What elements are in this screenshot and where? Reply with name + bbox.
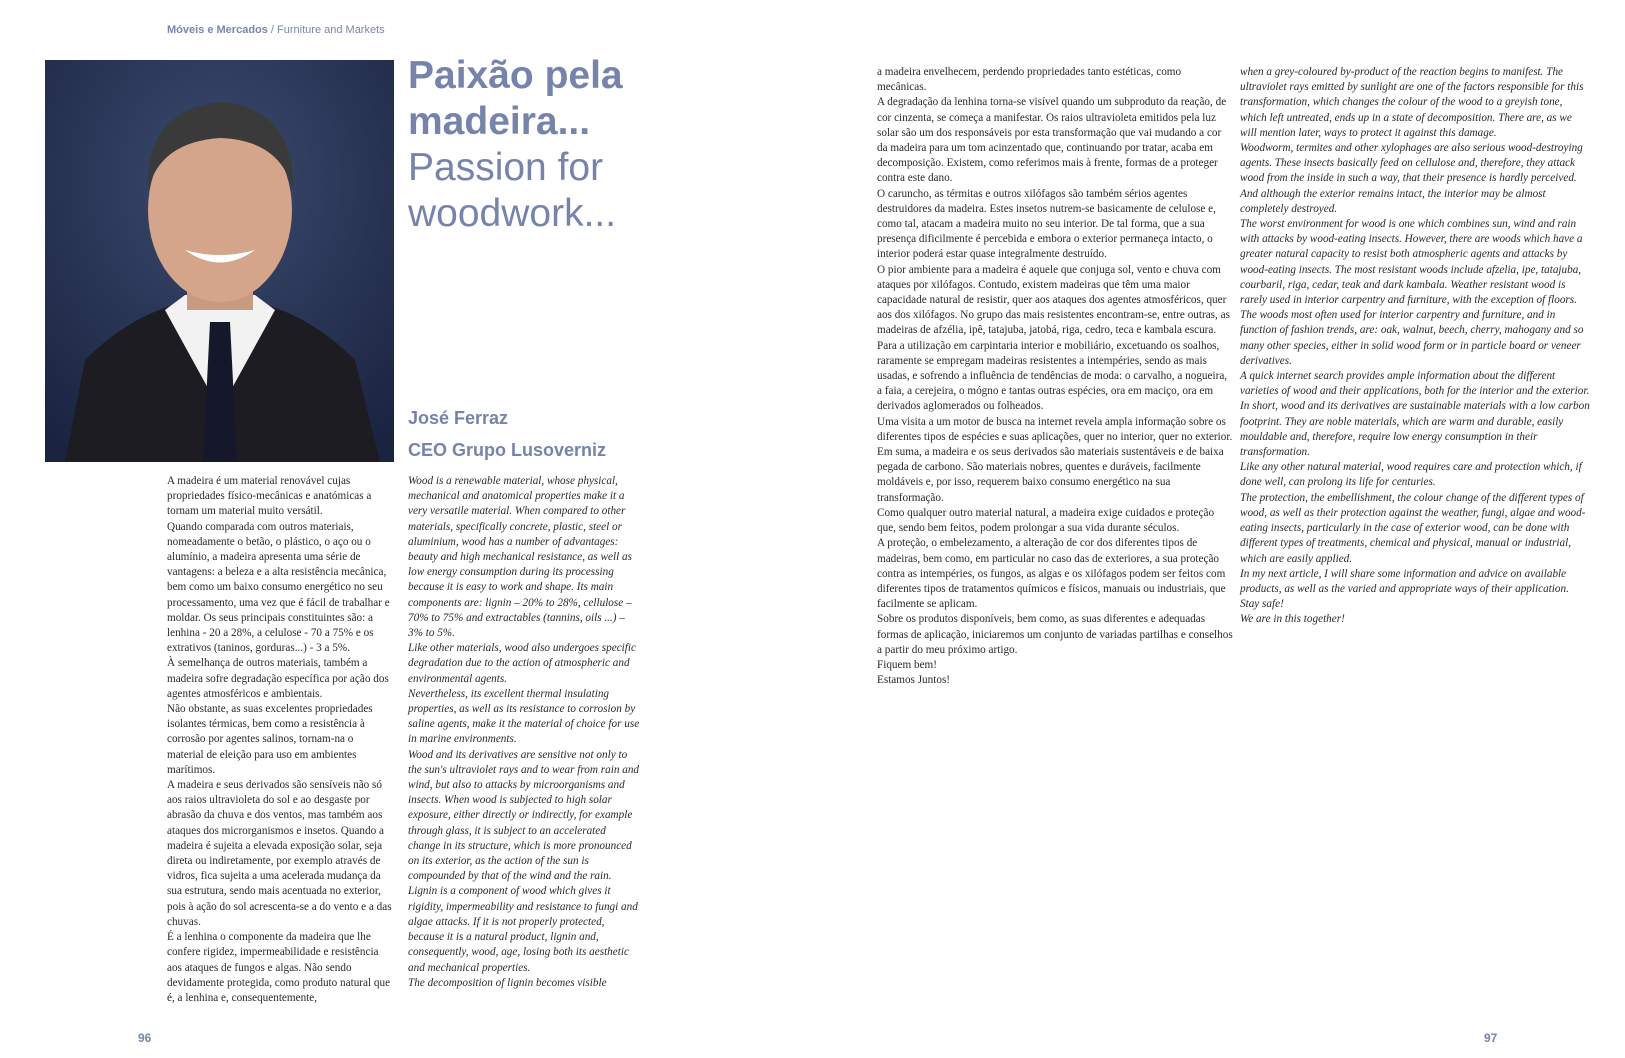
paragraph: Woodworm, termites and other xylophages are also serious wood-destroying agents. These insects basically feed on cellulose and, therefore, they attack wood from the inside in such a way, that their presence is hardly perceived. And although the exterior remains intact, the interior may be almost completely destroyed.	[1240, 142, 1583, 215]
paragraph: The protection, the embellishment, the colour change of the different types of wood, as well as their protection against the weather, fungi, algae and wood-eating insects, particularly in the case of exterior wood, can be done with different types of treatments, chemical and physical, manual or industrial, which are easily applied.	[1240, 491, 1586, 565]
section-header	[167, 24, 385, 36]
paragraph: Lignin is a component of wood which gives it rigidity, impermeability and resistance to fungi and algae attacks. If it is not properly protected, because it is a natural product, lignin and, consequently, wood, age, losing both its aesthetic and mechanical properties.	[408, 885, 638, 974]
column-en-left	[408, 474, 640, 991]
portrait-photo-icon	[45, 60, 394, 462]
paragraph: We are in this together!	[1240, 613, 1345, 626]
paragraph: À semelhança de outros materiais, também a madeira sofre degradação específica por ação dos agentes atmosféricos e ambientais.	[167, 657, 389, 700]
page-number-right: 97	[1484, 1031, 1498, 1045]
paragraph: In my next article, I will share some information and advice on available products, as well as the varied and appropriate ways of their application.	[1240, 567, 1569, 595]
title-en-line1: Passion for	[408, 146, 604, 189]
paragraph: A madeira e seus derivados são sensíveis não só aos raios ultravioleta do sol e ao desgaste por abrasão da chuva e dos ventos, mas também aos ataques dos microrganismos e insetos. Quando a madeira é sujeita a elevada exposição solar, seja direta ou indiretamente, por exemplo através de vidros, fica sujeita a uma acelerada mudança da sua estrutura, sendo mais acentuada no exterior, pois à ação do sol acrescenta-se a do vento e a das chuvas.	[167, 779, 392, 928]
author-name: José Ferraz	[408, 408, 509, 428]
paragraph: Wood and its derivatives are sensitive not only to the sun's ultraviolet rays and to wear from rain and wind, but also to attacks by microorganisms and insects. When wood is subjected to high solar exposure, either directly or indirectly, for example through glass, it is subject to an accelerated change in its structure, which is more pronounced on its exterior, as the action of the sun is compounded by that of the wind and the rain.	[408, 748, 640, 883]
paragraph: Wood is a renewable material, whose physical, mechanical and anatomical properties make it a very versatile material. When compared to other materials, specifically concrete, plastic, steel or aluminium, wood has a number of advantages: beauty and high mechanical resistance, as well as low energy consumption during its processing because it is easy to work and shape. Its main components are: lignin – 20% to 28%, cellulose – 70% to 75% and extractables (tannins, oils ...) – 3% to 5%.	[408, 475, 632, 640]
paragraph: In short, wood and its derivatives are sustainable materials with a low carbon footprint. They are noble materials, which are warm and durable, easily mouldable and, therefore, require low energy consumption in their transformation.	[1240, 400, 1590, 459]
paragraph: Sobre os produtos disponíveis, bem como, as suas diferentes e adequadas formas de aplicação, iniciaremos um conjunto de variadas partilhas e conselhos a partir do meu próximo artigo.	[877, 613, 1233, 656]
paragraph: Como qualquer outro material natural, a madeira exige cuidados e proteção que, sendo bem feitos, podem prolongar a sua vida durante séculos.	[877, 506, 1215, 535]
paragraph: a madeira envelhecem, perdendo propriedades tanto estéticas, como mecânicas.	[877, 66, 1182, 94]
paragraph: A madeira é um material renovável cujas propriedades físico-mecânicas e anatómicas a tornam um material muito versátil.	[167, 475, 372, 518]
author-role: CEO Grupo Lusoverniz	[408, 440, 607, 460]
article-title	[408, 53, 668, 237]
paragraph: Fiquem bem!	[877, 658, 937, 671]
paragraph: The decomposition of lignin becomes visible	[408, 976, 607, 989]
paragraph: A quick internet search provides ample information about the different varieties of wood and their applications, both for the interior and the exterior.	[1240, 370, 1590, 398]
paragraph: Uma visita a um motor de busca na internet revela ampla informação sobre os diferentes tipos de espécies e suas aplicações, quer no interior, quer no exterior.	[877, 415, 1233, 443]
title-pt-line2: madeira...	[408, 100, 591, 143]
paragraph: Stay safe!	[1240, 598, 1284, 611]
paragraph: Não obstante, as suas excelentes propriedades isolantes térmicas, bem como a resistência à corrosão por agentes salinos, tornam-na o material de eleição para uso em ambientes marítimos.	[167, 703, 373, 776]
page-number-left: 96	[138, 1031, 152, 1045]
title-pt-line1: Paixão pela	[408, 54, 623, 97]
paragraph: Like any other natural material, wood requires care and protection which, if done well, can prolong its life for centuries.	[1240, 461, 1582, 489]
paragraph: O caruncho, as térmitas e outros xilófagos são também sérios agentes destruidores da madeira. Estes insetos nutrem-se basicamente de celulose e, como tal, atacam a madeira muito no seu interior. De tal forma, que a sua presença dificilmente é percebida e embora o exterior permaneça intacto, o interior poderá estar quase integralmente destruído.	[877, 187, 1216, 261]
paragraph: Like other materials, wood also undergoes specific degradation due to the action of atmospheric and environmental agents.	[408, 642, 636, 685]
column-en-right	[1240, 65, 1590, 628]
paragraph: A degradação da lenhina torna-se visível quando um subproduto da reação, de cor cinzenta, se começa a manifestar. Os raios ultravioleta emitidos pela luz solar são um dos responsáveis por esta transformação que vai mudando a cor da madeira para um tom acinzentado que, continuando por tratar, acaba em decomposição. Existem, como referimos mais à frente, formas de a proteger contra este dano.	[877, 96, 1227, 185]
paragraph: Quando comparada com outros materiais, nomeadamente o betão, o plástico, o aço ou o alumínio, a madeira apresenta uma série de vantagens: a beleza e a alta resistência mecânica, bem como um baixo consumo energético no seu processamento, uma vez que é fácil de trabalhar e moldar. Os seus principais constituintes são: a lenhina - 20 a 28%, a celulose - 70 a 75% e os extrativos (taninos, gorduras...) - 3 a 5%.	[167, 520, 390, 655]
section-title-pt: Móveis e Mercados	[167, 24, 268, 36]
paragraph: Estamos Juntos!	[877, 674, 951, 687]
paragraph: É a lenhina o componente da madeira que lhe confere rigidez, impermeabilidade e resistência aos ataques de fungos e algas. Não sendo devidamente protegida, como produto natural que é, a lenhina e, consequentemente,	[167, 931, 391, 1004]
column-pt-right	[877, 65, 1233, 688]
paragraph: Em suma, a madeira e os seus derivados são materiais sustentáveis e de baixa pegada de carbono. São materiais nobres, quentes e duráveis, facilmente moldáveis e, por isso, requerem baixo consumo energético na sua transformação.	[877, 446, 1224, 504]
paragraph: A proteção, o embelezamento, a alteração de cor dos diferentes tipos de madeiras, bem como, em particular no caso das de exteriores, a sua proteção contra as intempéries, os fungos, as algas e os xilófagos podem ser feitos com diferentes tipos de tratamentos químicos e físicos, manuais ou industriais, que facilmente se aplicam.	[877, 537, 1226, 611]
author-block	[408, 402, 606, 466]
paragraph: O pior ambiente para a madeira é aquele que conjuga sol, vento e chuva com ataques por xilófagos. Contudo, existem madeiras que têm uma maior capacidade natural de resistir, quer aos ataques dos agentes atmosféricos, quer aos dos xilófagos. No grupo das mais resistentes encontram-se, entre outras, as madeiras de afzélia, ipê, tatajuba, jatobá, riga, cedro, teca e kambala escura. Para a utilização em carpintaria interior e mobiliário, excetuando os soalhos, raramente se empregam madeiras resistentes a intempéries, sendo as mais usadas, e sofrendo a influência de tendências de moda: o carvalho, a nogueira, a faia, a cerejeira, o mógno e tantas outras espécies, ora em maciço, ora em derivados aglomerados ou folheados.	[877, 263, 1230, 413]
column-pt-left	[167, 474, 392, 1006]
paragraph: The worst environment for wood is one which combines sun, wind and rain with attacks by wood-eating insects. However, there are woods which have a greater natural capacity to resist both atmospheric agents and attacks by wood-eating insects. The most resistant woods include afzelia, ipe, tatajuba, courbaril, riga, cedar, teak and dark kambala. Weather resistant wood is rarely used in interior carpentry and furniture, with the exception of floors. The woods most often used for interior carpentry and furniture, and in function of fashion trends, are: oak, walnut, beech, cherry, mahogany and so many other species, either in solid wood form or in particle board or veneer derivatives.	[1240, 218, 1584, 367]
paragraph: Nevertheless, its excellent thermal insulating properties, as well as its resistance to corrosion by saline agents, make it the material of choice for use in marine environments.	[408, 687, 640, 746]
paragraph: when a grey-coloured by-product of the reaction begins to manifest. The ultraviolet rays emitted by sunlight are one of the factors responsible for this transformation, which changes the colour of the wood to a greyish tone, which left untreated, ends up in a state of decomposition. There are, as we will mention later, ways to protect it against this damage.	[1240, 66, 1584, 139]
section-title-en: Furniture and Markets	[277, 24, 385, 36]
title-en-line2: woodwork...	[408, 192, 617, 235]
author-portrait-photo	[45, 60, 394, 462]
section-separator: /	[267, 24, 278, 36]
